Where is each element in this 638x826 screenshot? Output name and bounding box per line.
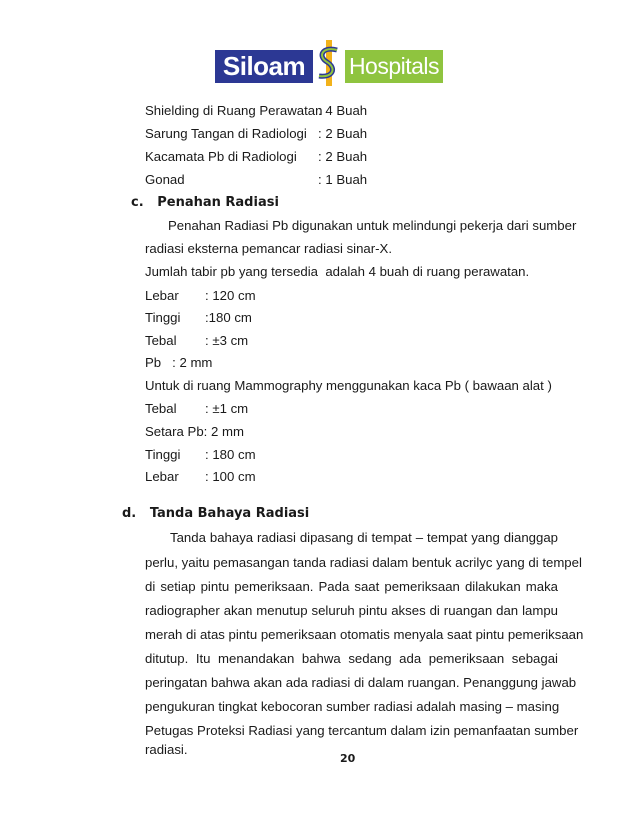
section-d-para-line-8: pengukuran tingkat kebocoran sumber radiasi adalah masing – masing — [145, 699, 560, 714]
spec-label-tinggi: Tinggi — [145, 310, 181, 325]
spec-label-lebar: Lebar — [145, 288, 179, 303]
setara-pb-line: Setara Pb: 2 mm — [145, 424, 244, 439]
mammo-label-tinggi: Tinggi — [145, 447, 181, 462]
mammo-label-tebal: Tebal — [145, 401, 177, 416]
spec-value-tinggi: :180 cm — [205, 310, 252, 325]
mammo-value-tebal: : ±1 cm — [205, 401, 249, 416]
equipment-value-3: : 2 Buah — [318, 149, 368, 164]
equipment-label-3: Kacamata Pb di Radiologi — [145, 149, 297, 164]
section-d-para-line-2: perlu, yaitu pemasangan tanda radiasi dalam bentuk acrilyc yang di tempel — [145, 555, 582, 570]
section-c-count-line: Jumlah tabir pb yang tersedia adalah 4 buah di ruang perawatan. — [145, 264, 530, 279]
section-d-para-line-1: Tanda bahaya radiasi dipasang di tempat – tempat yang dianggap — [170, 530, 558, 545]
section-c-para-line-1: Penahan Radiasi Pb digunakan untuk melindungi pekerja dari sumber — [168, 218, 577, 233]
section-d-para-line-10: radiasi. — [145, 742, 188, 757]
equipment-value-4: : 1 Buah — [318, 172, 368, 187]
spec-value-tebal: : ±3 cm — [205, 333, 249, 348]
logo-emblem-icon — [313, 38, 345, 88]
equipment-label-2: Sarung Tangan di Radiologi — [145, 126, 307, 141]
siloam-hospitals-logo — [215, 38, 443, 88]
equipment-value-2: : 2 Buah — [318, 126, 368, 141]
section-d-heading: d. Tanda Bahaya Radiasi — [122, 506, 310, 521]
spec-label-tebal: Tebal — [145, 333, 177, 348]
mammography-line: Untuk di ruang Mammography menggunakan kaca Pb ( bawaan alat ) — [145, 378, 552, 393]
logo-text-hospitals: Hospitals — [345, 50, 443, 83]
section-c-para-line-2: radiasi eksterna pemancar radiasi sinar-X. — [145, 241, 393, 256]
section-d-para-line-5: merah di atas pintu pemeriksaan otomatis menyala saat pintu pemeriksaan — [145, 627, 584, 642]
equipment-label-1: Shielding di Ruang Perawatan — [145, 103, 323, 118]
mammo-value-lebar: : 100 cm — [205, 469, 256, 484]
section-d-para-line-7: peringatan bahwa akan ada radiasi di dalam ruangan. Penanggung jawab — [145, 675, 577, 690]
section-d-para-line-6: ditutup. Itu menandakan bahwa sedang ada pemeriksaan sebagai — [145, 651, 558, 666]
section-d-para-line-3: di setiap pintu pemeriksaan. Pada saat pemeriksaan dilakukan maka — [145, 579, 558, 594]
logo-text-siloam: Siloam — [215, 50, 313, 83]
spec-value-lebar: : 120 cm — [205, 288, 256, 303]
section-d-para-line-4: radiographer akan menutup seluruh pintu akses di ruangan dan lampu — [145, 603, 558, 618]
section-d-para-line-9: Petugas Proteksi Radiasi yang tercantum dalam izin pemanfaatan sumber — [145, 723, 579, 738]
pb-line: Pb : 2 mm — [145, 355, 213, 370]
mammo-label-lebar: Lebar — [145, 469, 179, 484]
page-number: 20 — [340, 752, 356, 765]
equipment-value-1: : 4 Buah — [318, 103, 368, 118]
section-c-heading: c. Penahan Radiasi — [131, 195, 279, 210]
mammo-value-tinggi: : 180 cm — [205, 447, 256, 462]
equipment-label-4: Gonad — [145, 172, 185, 187]
